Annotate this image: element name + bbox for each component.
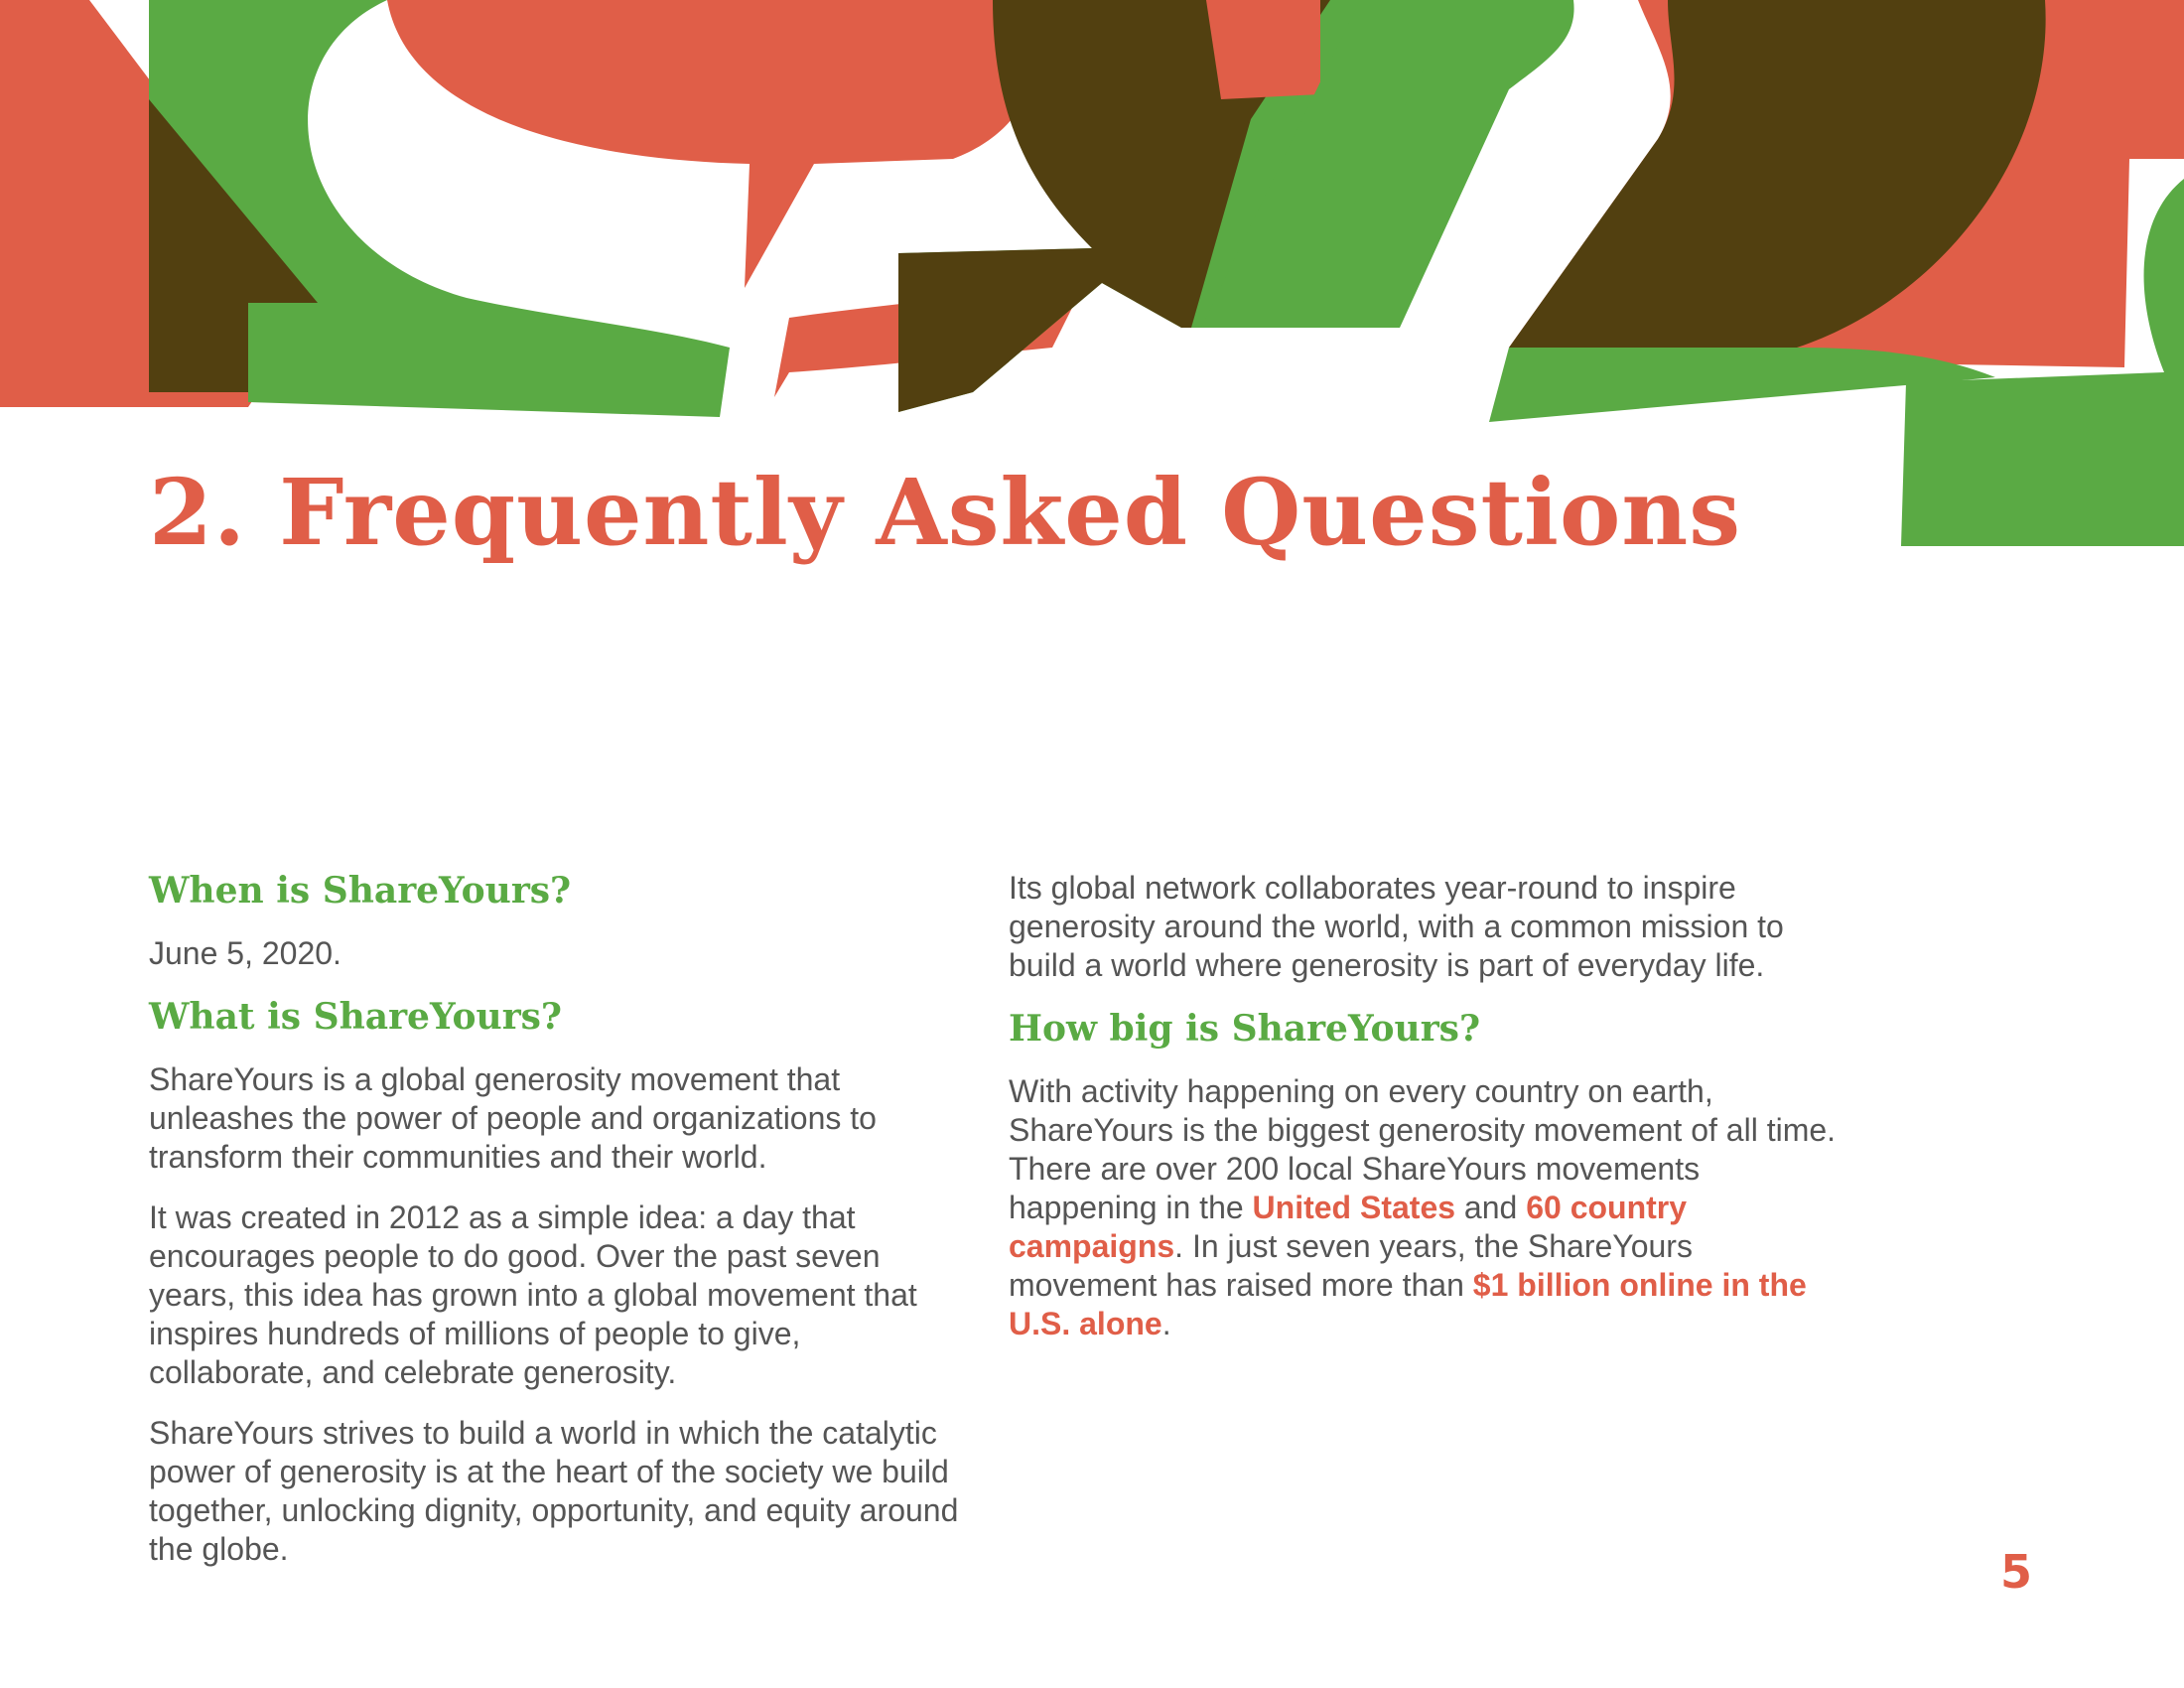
highlight-united-states: United States: [1252, 1190, 1456, 1225]
answer-text-2: and: [1455, 1190, 1527, 1225]
highlight-billion-online: $1 billion online in the U.S. alone: [1009, 1267, 1807, 1341]
question-what: What is ShareYours?: [149, 996, 563, 1038]
answer-what-p2: It was created in 2012 as a simple idea: a day that encourages people to do good. Over the past seven years, this idea has grown into a global movement that inspires hundreds of millions of people to give, collaborate, and celebrate generosity.: [149, 1199, 917, 1390]
question-when: When is ShareYours?: [149, 870, 572, 912]
right-column: [1009, 869, 1843, 1365]
page-number: 5: [2000, 1545, 2033, 1599]
answer-text-4: .: [1161, 1306, 1171, 1341]
answer-text-3: . In just seven years, the ShareYours movement has raised more than: [1009, 1228, 1693, 1303]
left-column: [149, 869, 973, 1591]
red-rect-top: [1206, 0, 1320, 99]
answer-what-p4: Its global network collaborates year-round to inspire generosity around the world, with a common mission to build a world where generosity is part of everyday life.: [1009, 870, 1784, 983]
question-how-big: How big is ShareYours?: [1009, 1008, 1481, 1050]
answer-what-p1: ShareYours is a global generosity movement that unleashes the power of people and organizations to transform their communities and their world.: [149, 1061, 877, 1175]
center-red-bubble: [387, 0, 1035, 288]
answer-what-p3: ShareYours strives to build a world in which the catalytic power of generosity is at the heart of the society we build together, unlocking dignity, opportunity, and equity around the globe.: [149, 1415, 959, 1567]
answer-text-1: With activity happening on every country on earth, ShareYours is the biggest generosity movement of all time. There are over 200 local ShareYours movements happening in the: [1009, 1073, 1837, 1225]
answer-how-big: [1009, 1072, 1843, 1343]
highlight-country-campaigns: 60 country campaigns: [1009, 1190, 1688, 1264]
answer-when: June 5, 2020.: [149, 935, 341, 971]
page-title: 2. Frequently Asked Questions: [149, 459, 1742, 566]
